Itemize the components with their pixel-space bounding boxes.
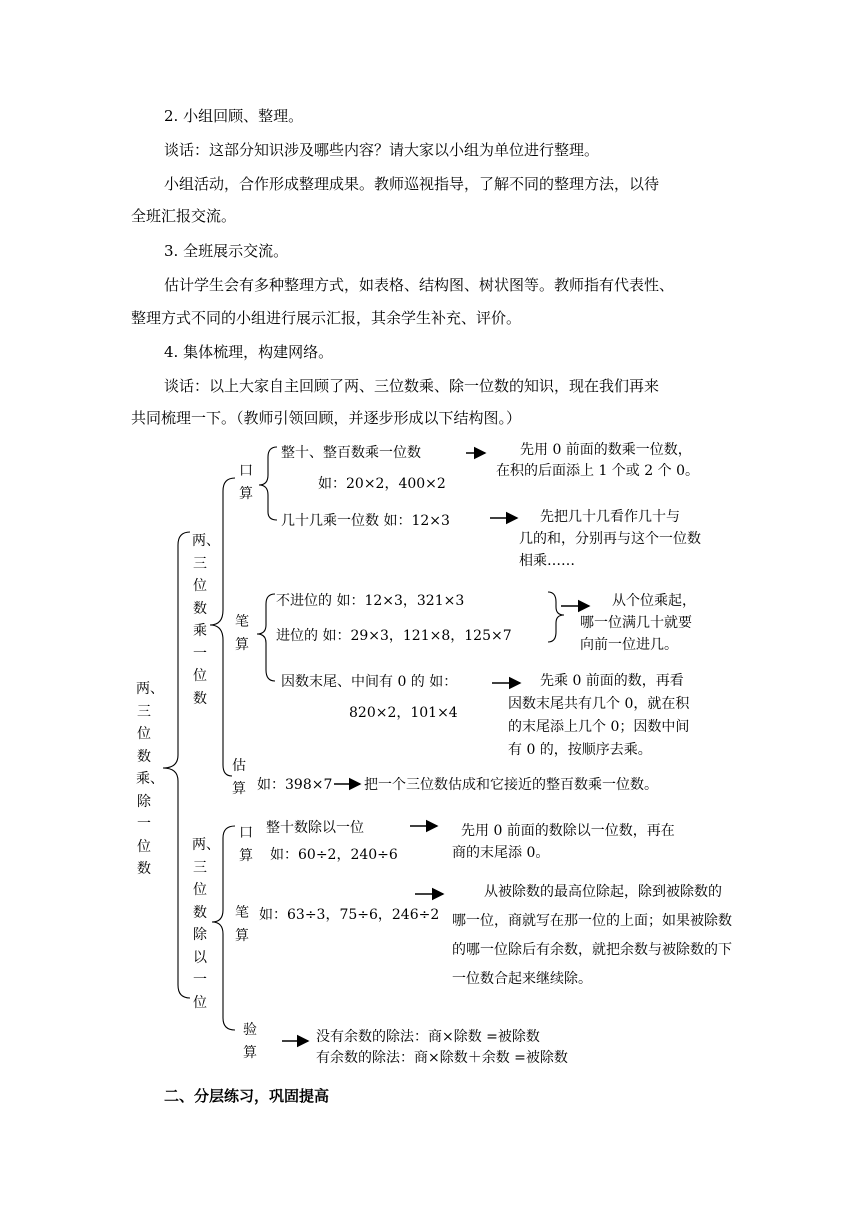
- mult-oral-item1-note-a: 先用 0 前面的数乘一位数，: [520, 442, 692, 458]
- mult-oral-item1: 整十、整百数乘一位数: [281, 445, 421, 461]
- mult-oral-item2: 几十几乘一位数 如：12×3: [281, 513, 450, 529]
- mult-written-brace: [257, 594, 275, 681]
- div-check-line1: 没有余数的除法：商×除数 =被除数: [316, 1029, 540, 1045]
- mult-written-note-b: 哪一位满几十就要: [580, 615, 692, 631]
- mult-written-item2: 进位的 如：29×3，121×8，125×7: [276, 628, 512, 644]
- para-step-2: 2. 小组回顾、整理。: [164, 107, 304, 125]
- div-oral-example: 如：60÷2，240÷6: [270, 847, 398, 863]
- para-talk-2-line2: 共同梳理一下。（教师引领回顾，并逐步形成以下结构图。）: [131, 409, 522, 427]
- div-oral-note-a: 先用 0 前面的数除以一位数，再在: [461, 823, 675, 839]
- para-estimate-line1: 估计学生会有多种整理方式，如表格、结构图、树状图等。教师指有代表性、: [164, 276, 675, 294]
- mult-written-item3-note-d: 有 0 的，按顺序去乘。: [508, 742, 652, 758]
- root-label: 两、三位数乘、除一位数: [136, 681, 164, 877]
- mult-written-note-c: 向前一位进几。: [580, 637, 678, 653]
- mult-estimate-note: 把一个三位数估成和它接近的整百数乘一位数。: [364, 777, 658, 793]
- para-group-activity-line2: 全班汇报交流。: [131, 207, 237, 225]
- para-talk-1: 谈话：这部分知识涉及哪些内容？请大家以小组为单位进行整理。: [164, 141, 600, 159]
- div-oral-note-b: 商的末尾添 0。: [452, 845, 550, 861]
- mult-written-item3: 因数末尾、中间有 0 的 如：: [281, 674, 458, 690]
- mult-oral-item1-example: 如：20×2，400×2: [318, 476, 446, 492]
- mult-oral-label: 口算: [239, 463, 253, 502]
- mult-written-item3-example: 820×2，101×4: [349, 705, 458, 721]
- para-step-4: 4. 集体梳理，构建网络。: [164, 343, 334, 361]
- mult-written-label: 笔算: [235, 614, 249, 653]
- div-oral-label: 口算: [239, 825, 253, 864]
- div-written-label: 笔算: [235, 905, 249, 944]
- mult-oral-item2-note-b: 几的和，分别再与这个一位数: [519, 531, 701, 547]
- mult-branch-label: 两、三位数乘一位数: [192, 533, 220, 707]
- mult-written-item1: 不进位的 如：12×3，321×3: [276, 593, 465, 609]
- section-heading: 二、分层练习，巩固提高: [164, 1087, 330, 1105]
- mult-written-note-a: 从个位乘起，: [612, 593, 696, 609]
- mult-brace: [210, 478, 235, 776]
- mult-written-item3-note-b: 因数末尾共有几个 0，就在积: [508, 696, 690, 712]
- mult-oral-item1-note-b: 在积的后面添上 1 个或 2 个 0。: [496, 463, 699, 479]
- div-written-note: 从被除数的最高位除起，除到被除数的哪一位，商就写在那一位的上面；如果被除数的哪一位除后有余数，就把余数与被除数的下一位数合起来继续除。: [452, 884, 732, 987]
- div-oral-item: 整十数除以一位: [266, 820, 364, 836]
- written-right-brace: [548, 592, 564, 642]
- para-step-3: 3. 全班展示交流。: [164, 242, 289, 260]
- para-estimate-line2: 整理方式不同的小组进行展示汇报，其余学生补充、评价。: [131, 309, 522, 327]
- div-check-line2: 有余数的除法：商×除数＋余数 =被除数: [316, 1050, 568, 1066]
- root-brace: [163, 532, 190, 998]
- div-check-label: 验算: [243, 1022, 257, 1061]
- div-branch-label: 两、三位数除以一位: [192, 837, 220, 1011]
- mult-written-item3-note-a: 先乘 0 前面的数，再看: [540, 673, 684, 689]
- mult-written-item3-note-c: 的末尾添上几个 0；因数中间: [508, 719, 690, 735]
- mult-estimate-example: 如：398×7: [257, 777, 333, 793]
- mult-oral-item2-note-a: 先把几十几看作几十与: [540, 509, 680, 525]
- para-talk-2-line1: 谈话：以上大家自主回顾了两、三位数乘、除一位数的知识，现在我们再来: [164, 377, 660, 395]
- mult-estimate-label: 估算: [232, 758, 246, 797]
- div-written-example: 如：63÷3，75÷6，246÷2: [259, 907, 440, 923]
- mult-oral-item2-note-c: 相乘……: [519, 553, 575, 569]
- mult-oral-brace: [259, 447, 277, 520]
- para-group-activity-line1: 小组活动，合作形成整理成果。教师巡视指导，了解不同的整理方法，以待: [164, 175, 660, 193]
- div-brace: [212, 826, 235, 1030]
